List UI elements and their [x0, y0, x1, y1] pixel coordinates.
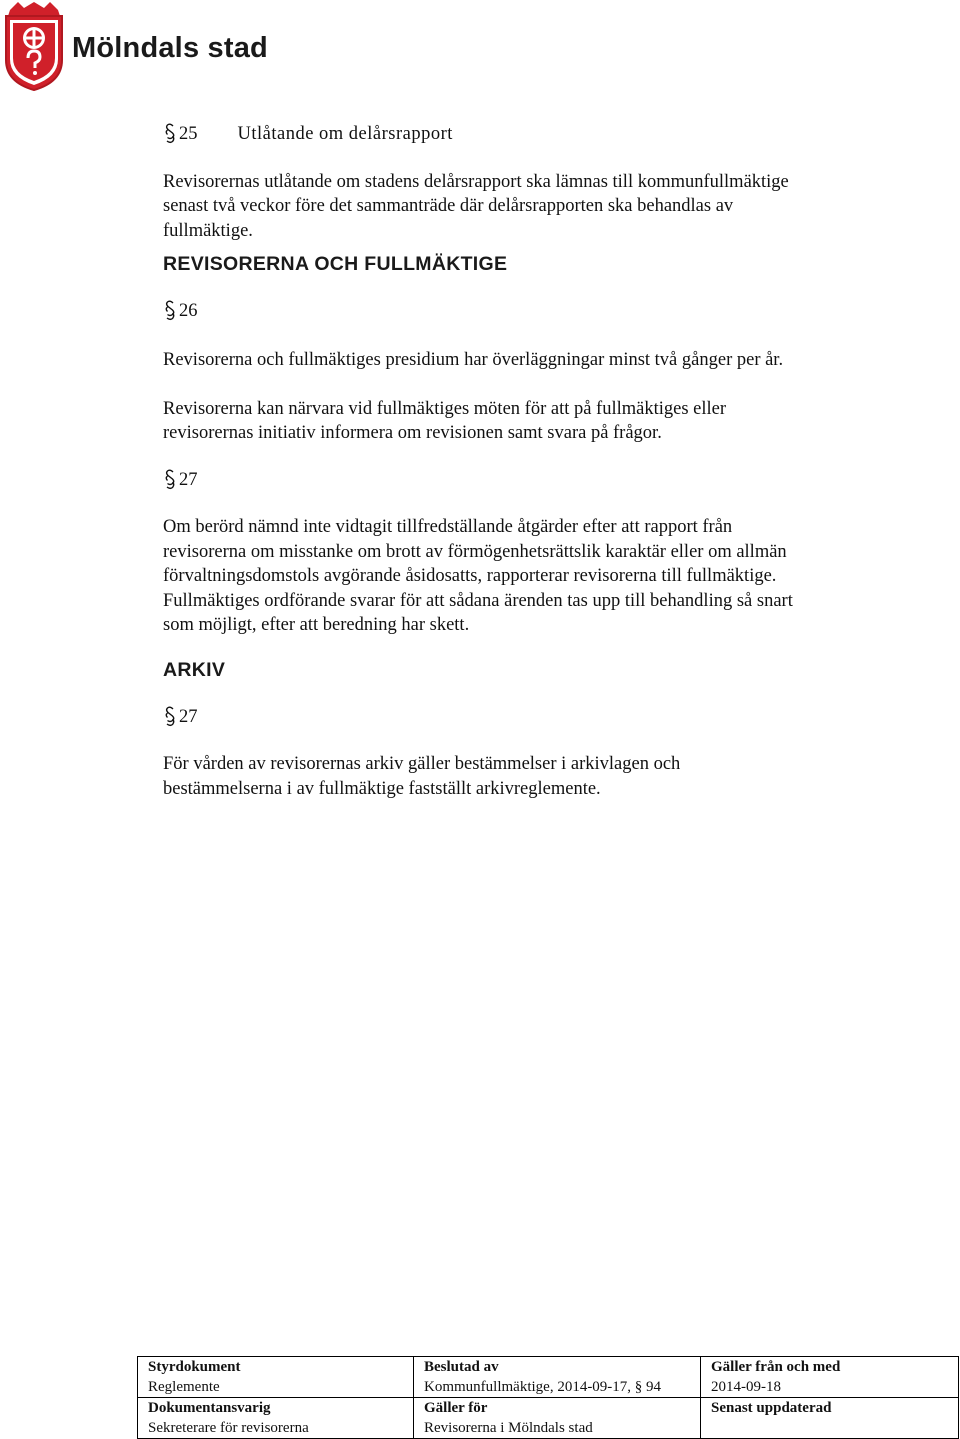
org-name: Mölndals stad — [72, 32, 268, 64]
footer-cell-beslutad-av — [414, 1357, 701, 1398]
footer-cell-dokumentansvarig — [138, 1398, 414, 1439]
document-body — [163, 120, 923, 801]
section-27-heading — [163, 467, 923, 493]
footer-value: Sekreterare för revisorerna — [148, 1419, 309, 1436]
footer-label: Dokumentansvarig — [148, 1400, 271, 1416]
molndals-stad-logo — [4, 2, 274, 92]
section-sign-icon — [163, 122, 177, 146]
paragraph-26b — [163, 397, 923, 446]
text-line: Revisorerna och fullmäktiges presidium har överläggningar minst två gånger per år. — [163, 350, 784, 371]
footer-value: 2014-09-18 — [711, 1378, 781, 1395]
text-line: förvaltningsdomstols avgörande åsidosatts, rapporterar revisorerna till fullmäktige. — [163, 566, 777, 587]
section-sign-icon — [163, 705, 177, 729]
footer-label: Senast uppdaterad — [711, 1400, 832, 1416]
section-sign-icon — [163, 299, 177, 323]
footer-value: Revisorerna i Mölndals stad — [424, 1419, 593, 1436]
section-25-heading — [163, 120, 923, 148]
municipal-crest-icon — [4, 2, 64, 92]
heading-arkiv: ARKIV — [163, 659, 226, 682]
heading-revisorerna-och-fullmaktige: REVISORERNA OCH FULLMÄKTIGE — [163, 253, 508, 276]
section-title: Utlåtande om delårsrapport — [237, 123, 453, 144]
text-line: fullmäktige. — [163, 220, 253, 241]
text-line: revisorernas initiativ informera om revisionen samt svara på frågor. — [163, 423, 662, 444]
section-27-arkiv-heading — [163, 704, 923, 730]
paragraph-27b — [163, 752, 923, 801]
paragraph-27a — [163, 515, 923, 637]
footer-value: Reglemente — [148, 1378, 220, 1395]
text-line: Revisorernas utlåtande om stadens delårsrapport ska lämnas till kommunfullmäktige — [163, 172, 789, 192]
text-line: Om berörd nämnd inte vidtagit tillfredställande åtgärder efter att rapport från — [163, 517, 733, 538]
text-line: För vården av revisorernas arkiv gäller bestämmelser i arkivlagen och — [163, 754, 681, 775]
paragraph-25 — [163, 170, 923, 243]
footer-cell-galler-for — [414, 1398, 701, 1439]
text-line: revisorerna om misstanke om brott av förmögenhetsrättslik karaktär eller om allmän — [163, 541, 787, 562]
section-number: 26 — [179, 300, 198, 321]
footer-label: Gäller för — [424, 1400, 488, 1416]
footer-label: Gäller från och med — [711, 1359, 841, 1375]
paragraph-26a — [163, 348, 923, 372]
footer-cell-styrdokument — [138, 1357, 414, 1398]
text-line: Fullmäktiges ordförande svarar för att sådana ärenden tas upp till behandling så snart — [163, 590, 793, 611]
text-line: Revisorerna kan närvara vid fullmäktiges möten för att på fullmäktiges eller — [163, 398, 727, 419]
text-line: bestämmelserna i av fullmäktige fastställt arkivreglemente. — [163, 778, 601, 799]
text-line: som möjligt, efter att beredning har skett. — [163, 615, 470, 636]
footer-cell-galler-fran — [701, 1357, 959, 1398]
section-number: 27 — [179, 469, 198, 490]
section-sign-icon — [163, 468, 177, 492]
document-footer-table — [137, 1356, 959, 1439]
section-number: 25 — [179, 123, 198, 144]
section-number: 27 — [179, 706, 198, 727]
text-line: senast två veckor före det sammanträde där delårsrapporten ska behandlas av — [163, 196, 734, 217]
footer-cell-senast-uppdaterad — [701, 1398, 959, 1439]
footer-label: Beslutad av — [424, 1359, 499, 1375]
section-26-heading — [163, 298, 923, 324]
footer-label: Styrdokument — [148, 1359, 241, 1375]
footer-value: Kommunfullmäktige, 2014-09-17, § 94 — [424, 1378, 662, 1395]
